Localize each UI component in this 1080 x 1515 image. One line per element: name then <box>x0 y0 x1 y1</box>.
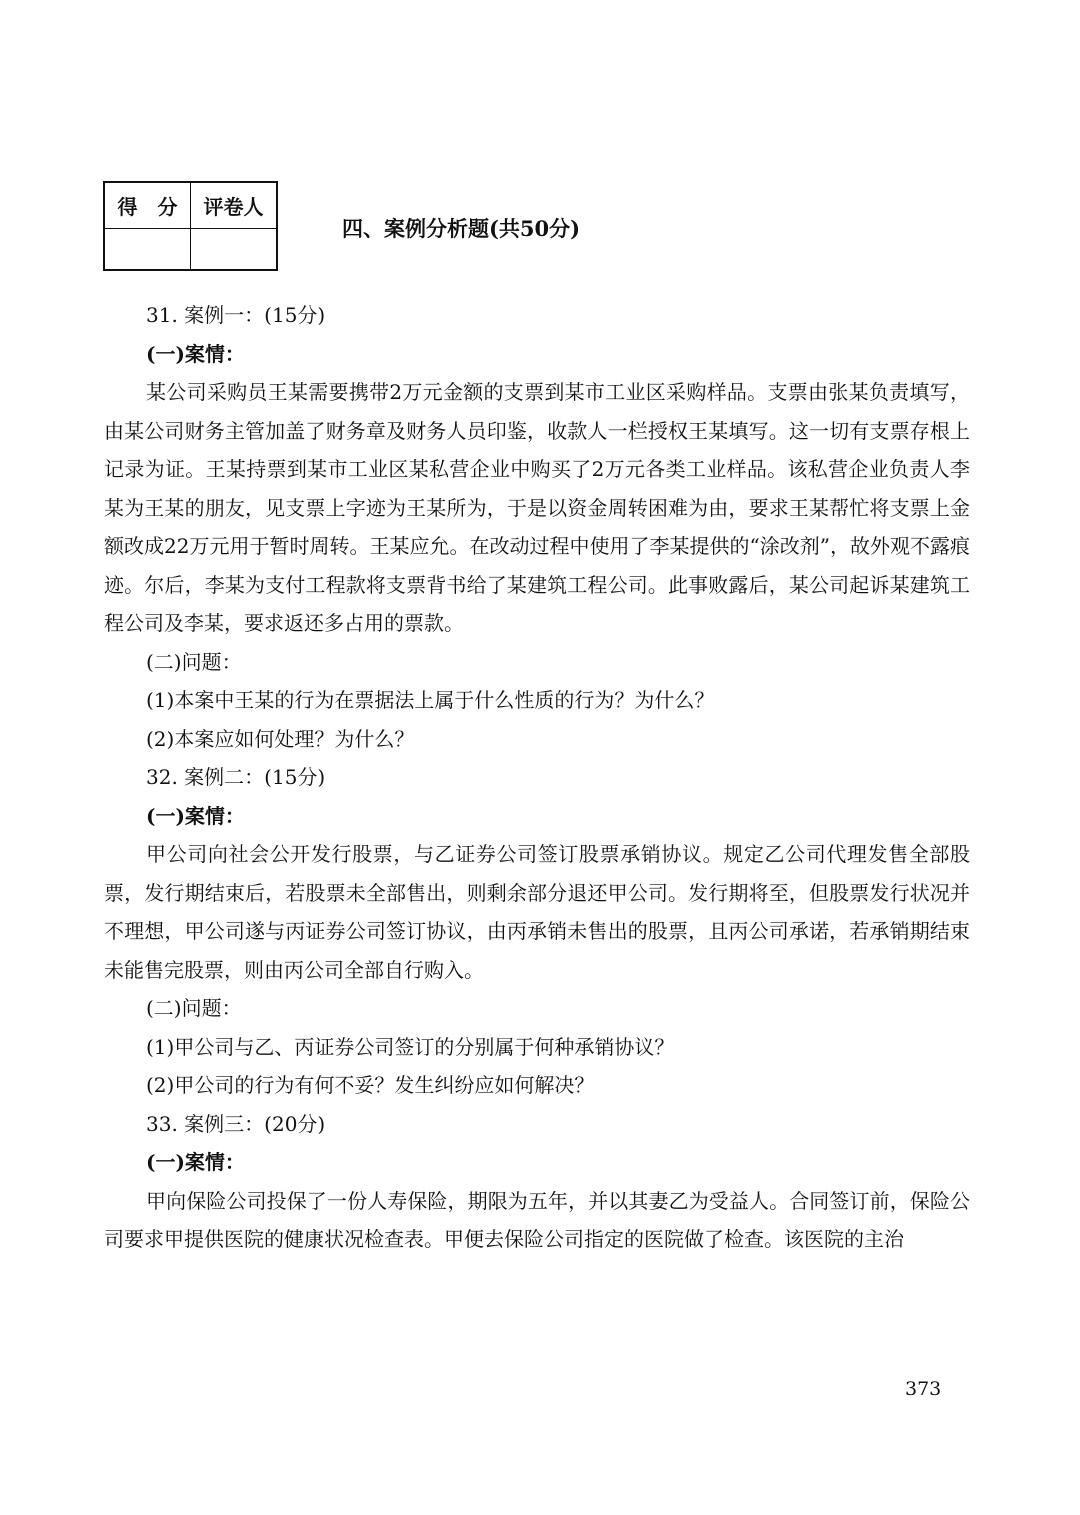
case-1-questions-label: (二)问题： <box>146 649 242 674</box>
case-2-facts-label: (一)案情： <box>146 803 245 828</box>
case-3-title: 33. 案例三：(20分) <box>146 1111 326 1136</box>
section-title: 四、案例分析题(共50分) <box>342 216 581 241</box>
case-1-title: 31. 案例一：(15分) <box>146 303 326 327</box>
case-1-facts-label: (一)案情： <box>146 341 245 366</box>
case-1-question-1: (1)本案中王某的行为在票据法上属于什么性质的行为？为什么？ <box>146 688 715 712</box>
score-cell <box>104 229 191 271</box>
grader-header: 评卷人 <box>191 182 278 229</box>
case-2-facts: 甲公司向社会公开发行股票，与乙证券公司签订股票承销协议。规定乙公司代理发售全部股票，发行期结束后，若股票未全部售出，则剩余部分退还甲公司。发行期将至，但股票发行状况并不理想，甲公司遂与丙证券公司签订协议，由丙承销未售出的股票，且丙公司承诺，若承销期结束未能售完股票，则由丙公司全部自行购入。 <box>104 842 970 982</box>
grader-cell <box>191 229 278 271</box>
case-1-question-2: (2)本案应如何处理？为什么？ <box>146 726 415 751</box>
page-number: 373 <box>905 1378 942 1400</box>
case-3-facts: 甲向保险公司投保了一份人寿保险，期限为五年，并以其妻乙为受益人。合同签订前，保险公司要求甲提供医院的健康状况检查表。甲便去保险公司指定的医院做了检查。该医院的主治 <box>104 1188 970 1251</box>
exam-content <box>104 296 970 1259</box>
case-2-question-2: (2)甲公司的行为有何不妥？发生纠纷应如何解决？ <box>146 1073 595 1097</box>
case-2-title: 32. 案例二：(15分) <box>146 765 326 789</box>
case-2-question-1: (1)甲公司与乙、丙证券公司签订的分别属于何种承销协议？ <box>146 1034 675 1059</box>
score-header: 得 分 <box>104 182 191 229</box>
case-3-facts-label: (一)案情： <box>146 1150 245 1174</box>
case-1-facts: 某公司采购员王某需要携带2万元金额的支票到某市工业区采购样品。支票由张某负责填写，由某公司财务主管加盖了财务章及财务人员印鉴，收款人一栏授权王某填写。这一切有支票存根上记录为证。王某持票到某市工业区某私营企业中购买了2万元各类工业样品。该私营企业负责人李某为王某的朋友，见支票上字迹为王某所为，于是以资金周转困难为由，要求王某帮忙将支票上金额改成22万元用于暂时周转。王某应允。在改动过程中使用了李某提供的“涂改剂”，故外观不露痕迹。尔后，李某为支付工程款将支票背书给了某建筑工程公司。此事败露后，某公司起诉某建筑工程公司及李某，要求返还多占用的票款。 <box>104 380 970 635</box>
score-table <box>103 181 278 271</box>
case-2-questions-label: (二)问题： <box>146 996 242 1020</box>
